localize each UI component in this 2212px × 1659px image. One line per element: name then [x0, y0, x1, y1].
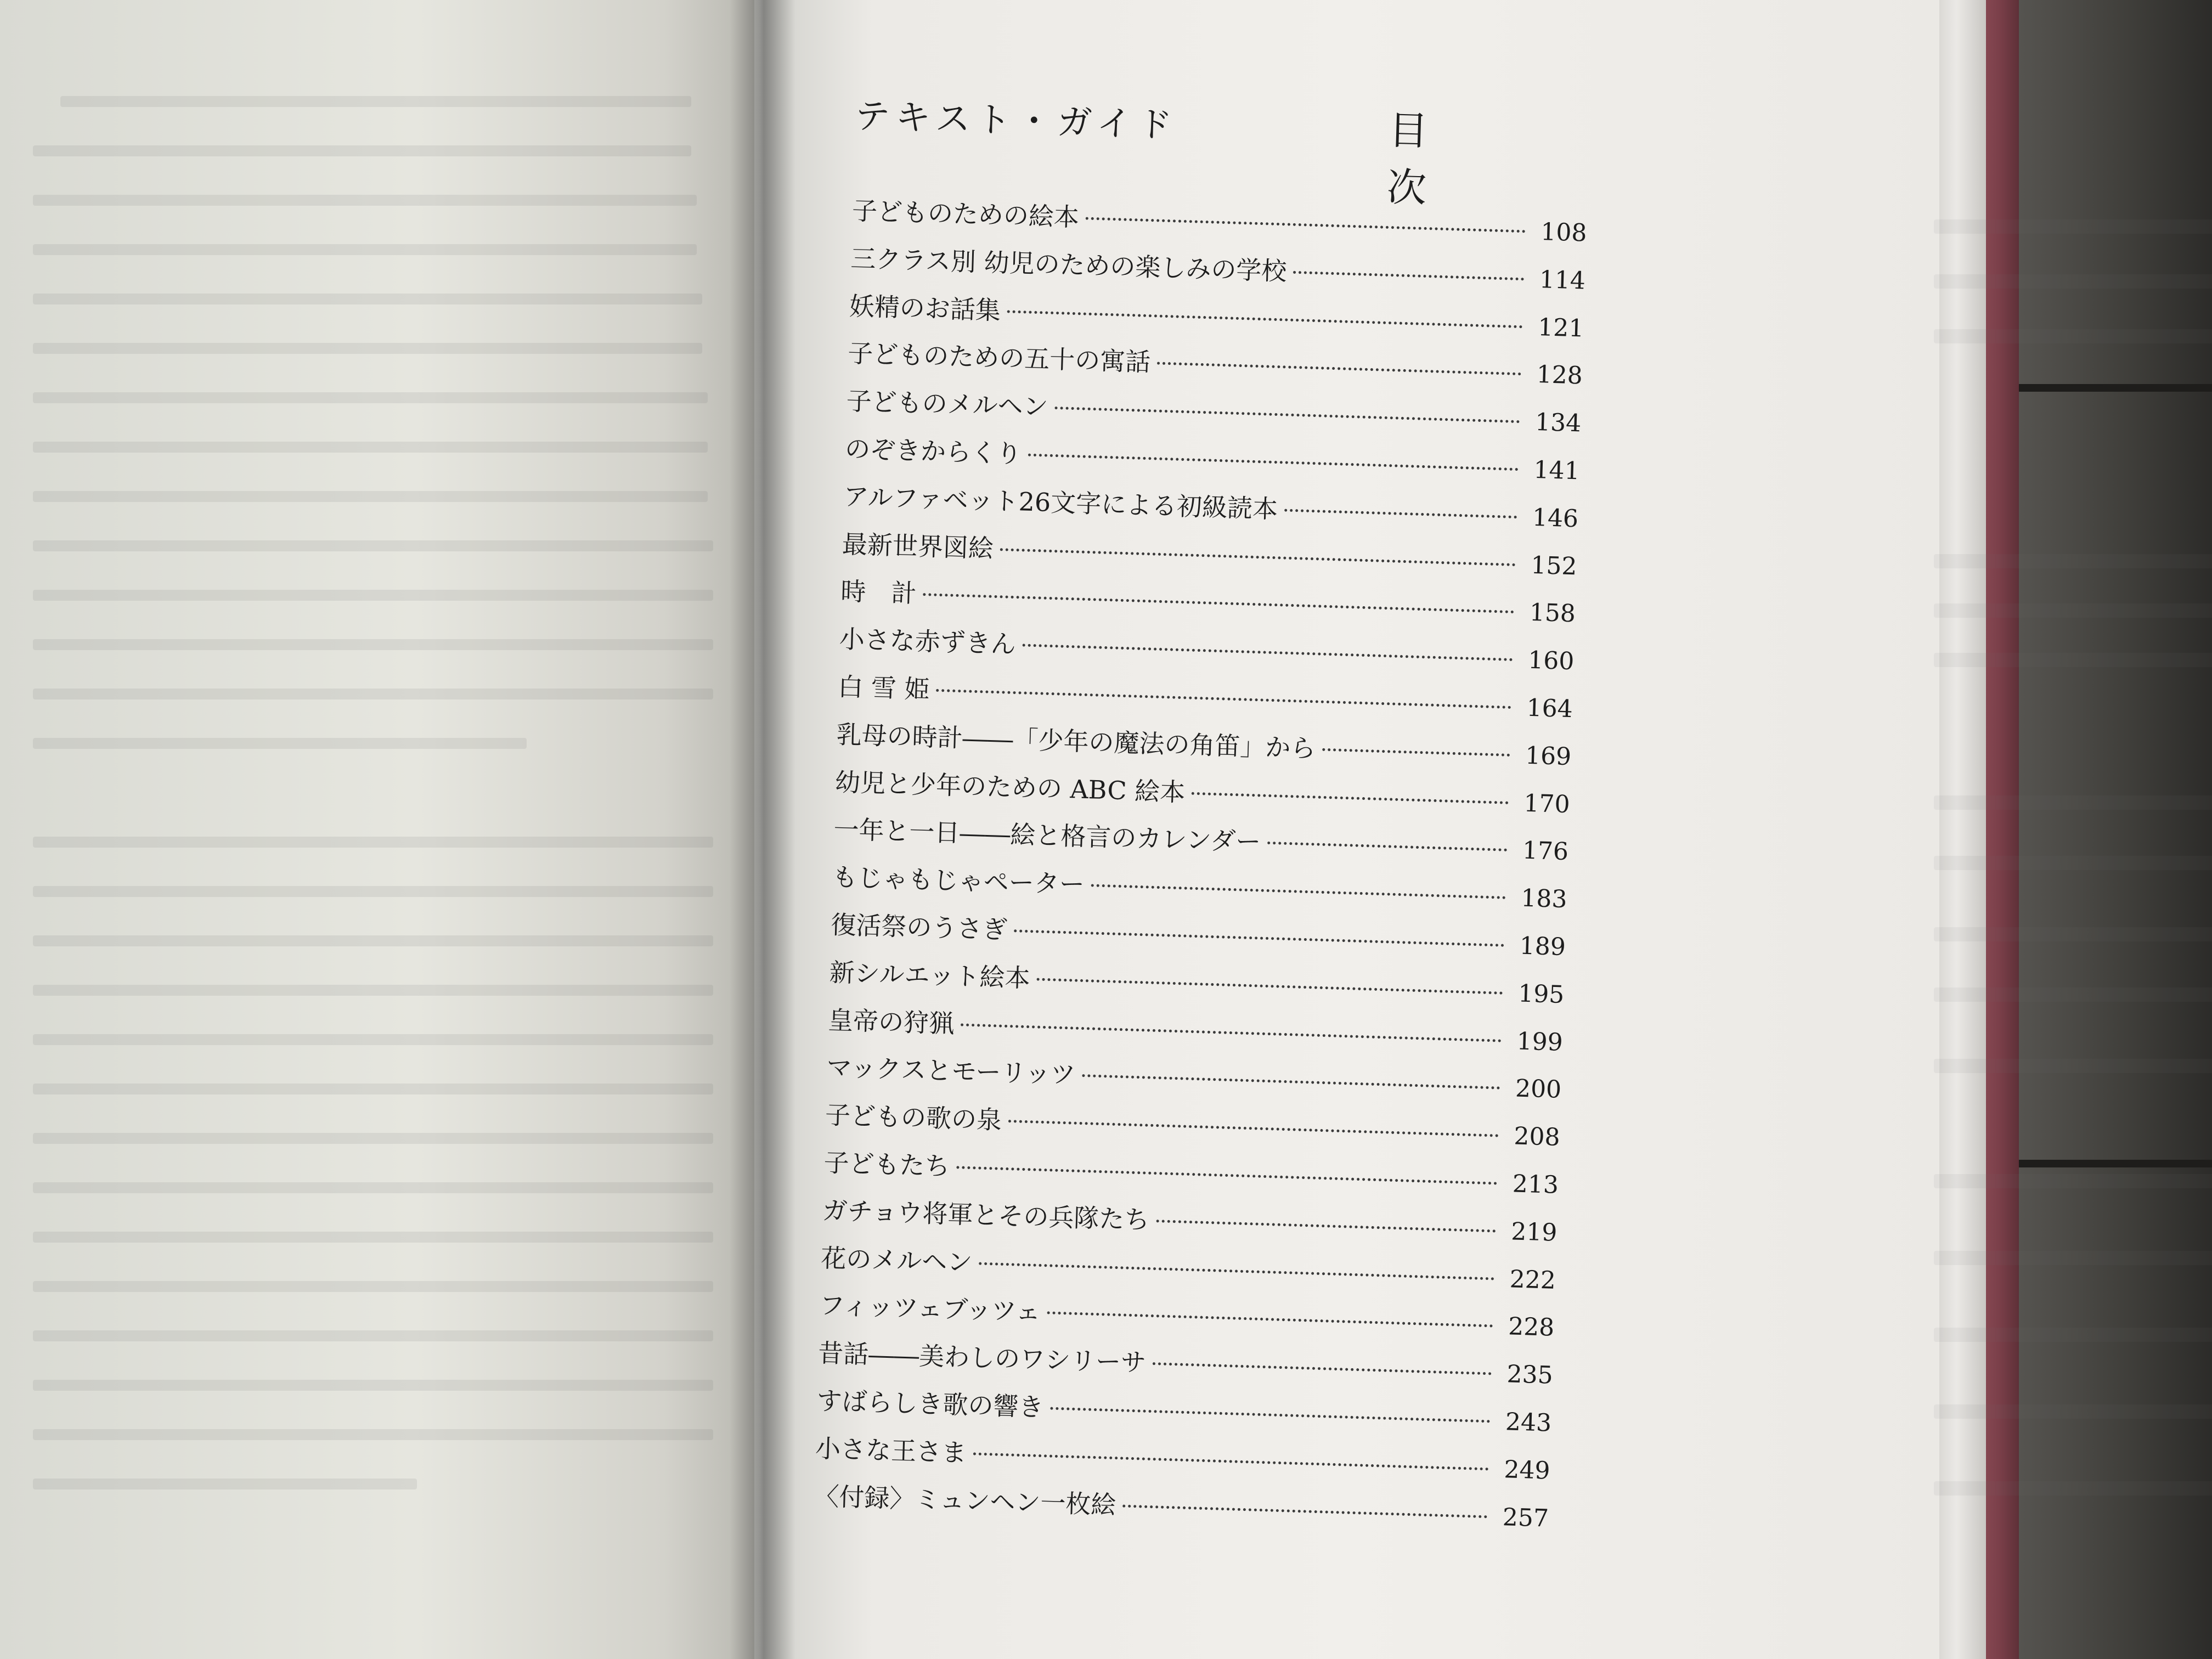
show-through-line [33, 1281, 713, 1292]
show-through-line [33, 837, 713, 848]
show-through-line [1934, 856, 2212, 870]
toc-entry-title: 子どもたち [823, 1148, 951, 1181]
show-through-line [33, 1429, 713, 1440]
show-through-line [33, 1232, 713, 1243]
show-through-line [33, 195, 697, 206]
toc-entry-page: 235 [1506, 1360, 1554, 1390]
table-plank-gap [1997, 1160, 2212, 1167]
show-through-line [1934, 603, 2212, 618]
toc-leader-dots [1047, 1312, 1493, 1328]
toc-entry-page: 228 [1508, 1312, 1555, 1342]
toc-entry-title: 三クラス別 幼児のための楽しみの学校 [850, 243, 1288, 286]
toc-entry-title: フィッツェブッツェ [819, 1290, 1041, 1327]
toc-leader-dots [961, 1023, 1502, 1042]
toc-entry-page: 222 [1509, 1265, 1556, 1295]
show-through-line [33, 491, 708, 502]
toc-entry-page: 134 [1534, 408, 1582, 438]
toc-entry-page: 152 [1530, 551, 1578, 580]
toc-entry-title: 〈付録〉ミュンヘン一枚絵 [813, 1481, 1117, 1520]
show-through-line [33, 1133, 713, 1144]
toc-entry-page: 114 [1539, 265, 1586, 295]
toc-leader-dots [1293, 271, 1524, 280]
show-through-line [33, 145, 691, 156]
show-through-line [33, 244, 697, 255]
toc-entry-title: 皇帝の狩猟 [827, 1005, 955, 1039]
toc-leader-dots [1086, 217, 1526, 233]
toc-entry-page: 213 [1512, 1170, 1559, 1199]
toc-entry-title: もじゃもじゃペーター [832, 862, 1085, 900]
toc-entry-title: 一年と一日――絵と格言のカレンダー [833, 814, 1262, 857]
toc-entry-title: 白 雪 姫 [837, 672, 930, 704]
toc-entry-page: 160 [1527, 646, 1575, 676]
toc-leader-dots [1000, 548, 1516, 566]
show-through-line [1934, 988, 2212, 1002]
show-through-line [33, 1182, 713, 1193]
toc-leader-dots [1091, 884, 1506, 899]
show-through-line [1934, 329, 2212, 343]
toc-entry-title: 花のメルヘン [820, 1243, 973, 1277]
toc-entry-page: 141 [1533, 455, 1581, 486]
toc-leader-dots [1284, 509, 1517, 518]
toc-entry-page: 183 [1520, 884, 1568, 914]
toc-leader-dots [1192, 792, 1509, 804]
toc-leader-dots [1082, 1074, 1500, 1090]
show-through-line [60, 96, 691, 107]
toc-leader-dots [1028, 454, 1519, 471]
show-through-line [1934, 1404, 2212, 1419]
show-through-line [33, 1034, 713, 1045]
toc-leader-dots [1122, 1504, 1487, 1518]
toc-entry-page: 243 [1505, 1408, 1552, 1437]
toc-guide-label: テキスト・ガイド [854, 95, 1178, 146]
toc-leader-dots [1156, 1220, 1496, 1232]
toc-entry-page: 176 [1522, 837, 1569, 866]
show-through-line [33, 392, 708, 403]
toc-entry-title: のぞきからくり [844, 433, 1022, 469]
show-through-line [33, 935, 713, 946]
show-through-line [1934, 795, 2212, 810]
left-page [0, 0, 754, 1659]
toc-entry-page: 146 [1532, 503, 1579, 533]
show-through-line [33, 1479, 417, 1489]
show-through-line [1934, 274, 2212, 289]
show-through-line [33, 1084, 713, 1094]
toc-leader-dots [1050, 1407, 1490, 1423]
show-through-line [1934, 1174, 2212, 1188]
toc-entry-page: 199 [1516, 1027, 1564, 1057]
toc-entry-page: 219 [1510, 1217, 1558, 1247]
show-through-line [33, 343, 702, 354]
toc-entry-page: 195 [1517, 979, 1565, 1009]
toc-leader-dots [1023, 644, 1513, 662]
show-through-line [33, 590, 713, 601]
show-through-line [1934, 927, 2212, 941]
table-of-contents [813, 82, 1590, 1545]
toc-entry-title: 妖精のお話集 [849, 291, 1001, 325]
toc-entry-title: 新シルエット絵本 [829, 957, 1031, 993]
toc-leader-dots [1037, 978, 1503, 994]
toc-entry-page: 208 [1513, 1122, 1561, 1152]
toc-leader-dots [1054, 407, 1520, 423]
toc-entry-title: 幼児と少年のための ABC 絵本 [834, 767, 1186, 807]
toc-entry-title: 小さな王さま [815, 1433, 967, 1468]
toc-entry-page: 169 [1525, 741, 1572, 771]
toc-leader-dots [936, 689, 1511, 709]
toc-leader-dots [1153, 1362, 1492, 1375]
table-plank [1997, 392, 2212, 1160]
toc-entry-title: 最新世界図絵 [842, 529, 994, 563]
toc-entry-title: すばらしき歌の響き [816, 1385, 1045, 1423]
toc-leader-dots [1322, 748, 1510, 757]
toc-entry-page: 128 [1536, 360, 1583, 390]
show-through-line [33, 442, 708, 453]
toc-leader-dots [979, 1262, 1494, 1280]
show-through-line [33, 1380, 713, 1391]
show-through-line [33, 294, 702, 304]
show-through-line [33, 689, 713, 699]
toc-title: 目 次 [1386, 106, 1468, 212]
toc-leader-dots [973, 1452, 1489, 1470]
toc-entry-title: 時 計 [840, 576, 917, 609]
toc-leader-dots [1014, 929, 1504, 947]
toc-list [813, 191, 1588, 1545]
toc-entry-title: アルファベット26文字による初級読本 [843, 481, 1278, 524]
show-through-line [1934, 1481, 2212, 1496]
toc-entry-page: 164 [1526, 693, 1573, 724]
toc-leader-dots [1008, 1120, 1499, 1137]
show-through-line [1934, 1059, 2212, 1073]
toc-entry-title: 小さな赤ずきん [839, 624, 1017, 659]
toc-entry-title: 乳母の時計――「少年の魔法の角笛」から [836, 719, 1317, 764]
toc-entry-title: 子どものメルヘン [845, 386, 1049, 422]
toc-entry-title: 子どものための五十の寓話 [847, 338, 1151, 377]
toc-entry-title: マックスとモーリッツ [826, 1052, 1076, 1090]
show-through-line [1934, 1251, 2212, 1265]
show-through-line [1934, 1328, 2212, 1342]
toc-entry-title: 復活祭のうさぎ [830, 910, 1008, 945]
toc-entry-page: 158 [1529, 599, 1576, 628]
show-through-line [33, 985, 713, 996]
toc-entry-page: 249 [1503, 1455, 1551, 1485]
show-through-line [1934, 653, 2212, 667]
toc-entry-title: 昔話――美わしのワシリーサ [817, 1338, 1147, 1378]
toc-entry-page: 108 [1540, 218, 1588, 247]
table-plank [1997, 0, 2212, 384]
toc-leader-dots [956, 1166, 1497, 1184]
toc-leader-dots [1157, 362, 1521, 376]
show-through-line [33, 1330, 713, 1341]
toc-leader-dots [1267, 842, 1507, 851]
toc-entry-title: 子どもの歌の泉 [825, 1100, 1002, 1135]
toc-entry-page: 170 [1523, 789, 1571, 819]
toc-leader-dots [923, 593, 1514, 613]
toc-entry-page: 121 [1537, 313, 1585, 343]
toc-leader-dots [1007, 310, 1523, 328]
show-through-line [33, 639, 713, 650]
toc-entry-title: 子どものための絵本 [851, 195, 1080, 233]
book-gutter-shadow [730, 0, 795, 1659]
toc-entry-page: 200 [1515, 1074, 1562, 1104]
table-plank-gap [1997, 384, 2212, 392]
show-through-line [1934, 554, 2212, 568]
show-through-line [1934, 219, 2212, 234]
show-through-line [33, 540, 713, 551]
show-through-line [33, 886, 713, 897]
toc-entry-page: 189 [1519, 932, 1566, 962]
toc-entry-title: ガチョウ将軍とその兵隊たち [822, 1195, 1150, 1235]
show-through-line [33, 738, 527, 749]
toc-entry-page: 257 [1502, 1503, 1549, 1533]
